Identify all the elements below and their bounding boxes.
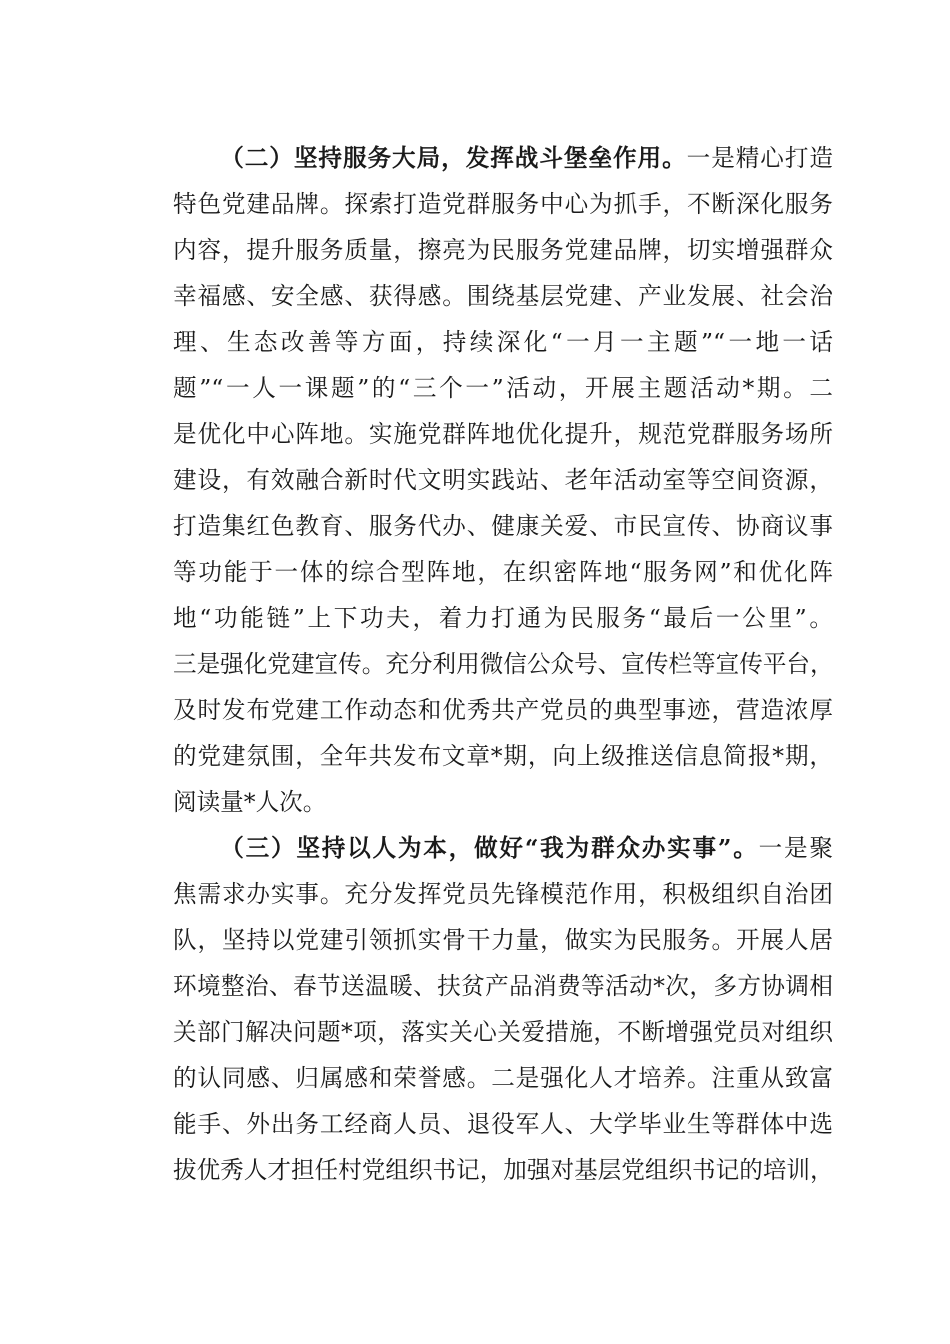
paragraph-first-line [173, 825, 833, 871]
paragraph-first-line [173, 135, 833, 181]
text-line: 的认同感、归属感和荣誉感。二是强化人才培养。注重从致富 [173, 1064, 833, 1092]
text-line: 地“功能链”上下功夫，着力打通为民服务“最后一公里”。 [173, 604, 833, 632]
text-line: 关部门解决问题*项，落实关心关爱措施，不断增强党员对组织 [173, 1018, 833, 1046]
text-line: 的党建氛围，全年共发布文章*期，向上级推送信息简报*期， [173, 742, 833, 770]
text-line: 及时发布党建工作动态和优秀共产党员的典型事迹，营造浓厚 [173, 696, 833, 724]
section-heading: （二）坚持服务大局，发挥战斗堡垒作用。 [220, 144, 687, 172]
paragraph-service-overall [173, 135, 833, 825]
text-line: 建设，有效融合新时代文明实践站、老年活动室等空间资源， [173, 466, 833, 494]
text-line: 队，坚持以党建引领抓实骨干力量，做实为民服务。开展人居 [173, 926, 833, 954]
text-line: 焦需求办实事。充分发挥党员先锋模范作用，积极组织自治团 [173, 880, 833, 908]
text-line: 特色党建品牌。探索打造党群服务中心为抓手，不断深化服务 [173, 190, 833, 218]
text-line: 三是强化党建宣传。充分利用微信公众号、宣传栏等宣传平台， [173, 650, 834, 678]
text-line: 题”“一人一课题”的“三个一”活动，开展主题活动*期。二 [173, 374, 833, 402]
paragraph-people-oriented [173, 825, 833, 1193]
text-line: 阅读量*人次。 [173, 788, 327, 816]
section-heading: （三）坚持以人为本，做好“我为群众办实事”。 [220, 834, 759, 862]
text-line: 能手、外出务工经商人员、退役军人、大学毕业生等群体中选 [173, 1110, 833, 1138]
text-line: 等功能于一体的综合型阵地，在织密阵地“服务网”和优化阵 [173, 558, 833, 586]
text-line: 打造集红色教育、服务代办、健康关爱、市民宣传、协商议事 [173, 512, 833, 540]
text-line: 拔优秀人才担任村党组织书记，加强对基层党组织书记的培训， [173, 1156, 834, 1184]
document-body [173, 135, 833, 1193]
text-line: 理、生态改善等方面，持续深化“一月一主题”“一地一话 [173, 328, 833, 356]
text-line: 环境整治、春节送温暖、扶贫产品消费等活动*次，多方协调相 [173, 972, 833, 1000]
text-segment: 一是聚 [758, 834, 834, 862]
text-segment: 一是精心打造 [686, 144, 834, 172]
text-line: 内容，提升服务质量，擦亮为民服务党建品牌，切实增强群众 [173, 236, 833, 264]
text-line: 是优化中心阵地。实施党群阵地优化提升，规范党群服务场所 [173, 420, 833, 448]
text-line: 幸福感、安全感、获得感。围绕基层党建、产业发展、社会治 [173, 282, 833, 310]
